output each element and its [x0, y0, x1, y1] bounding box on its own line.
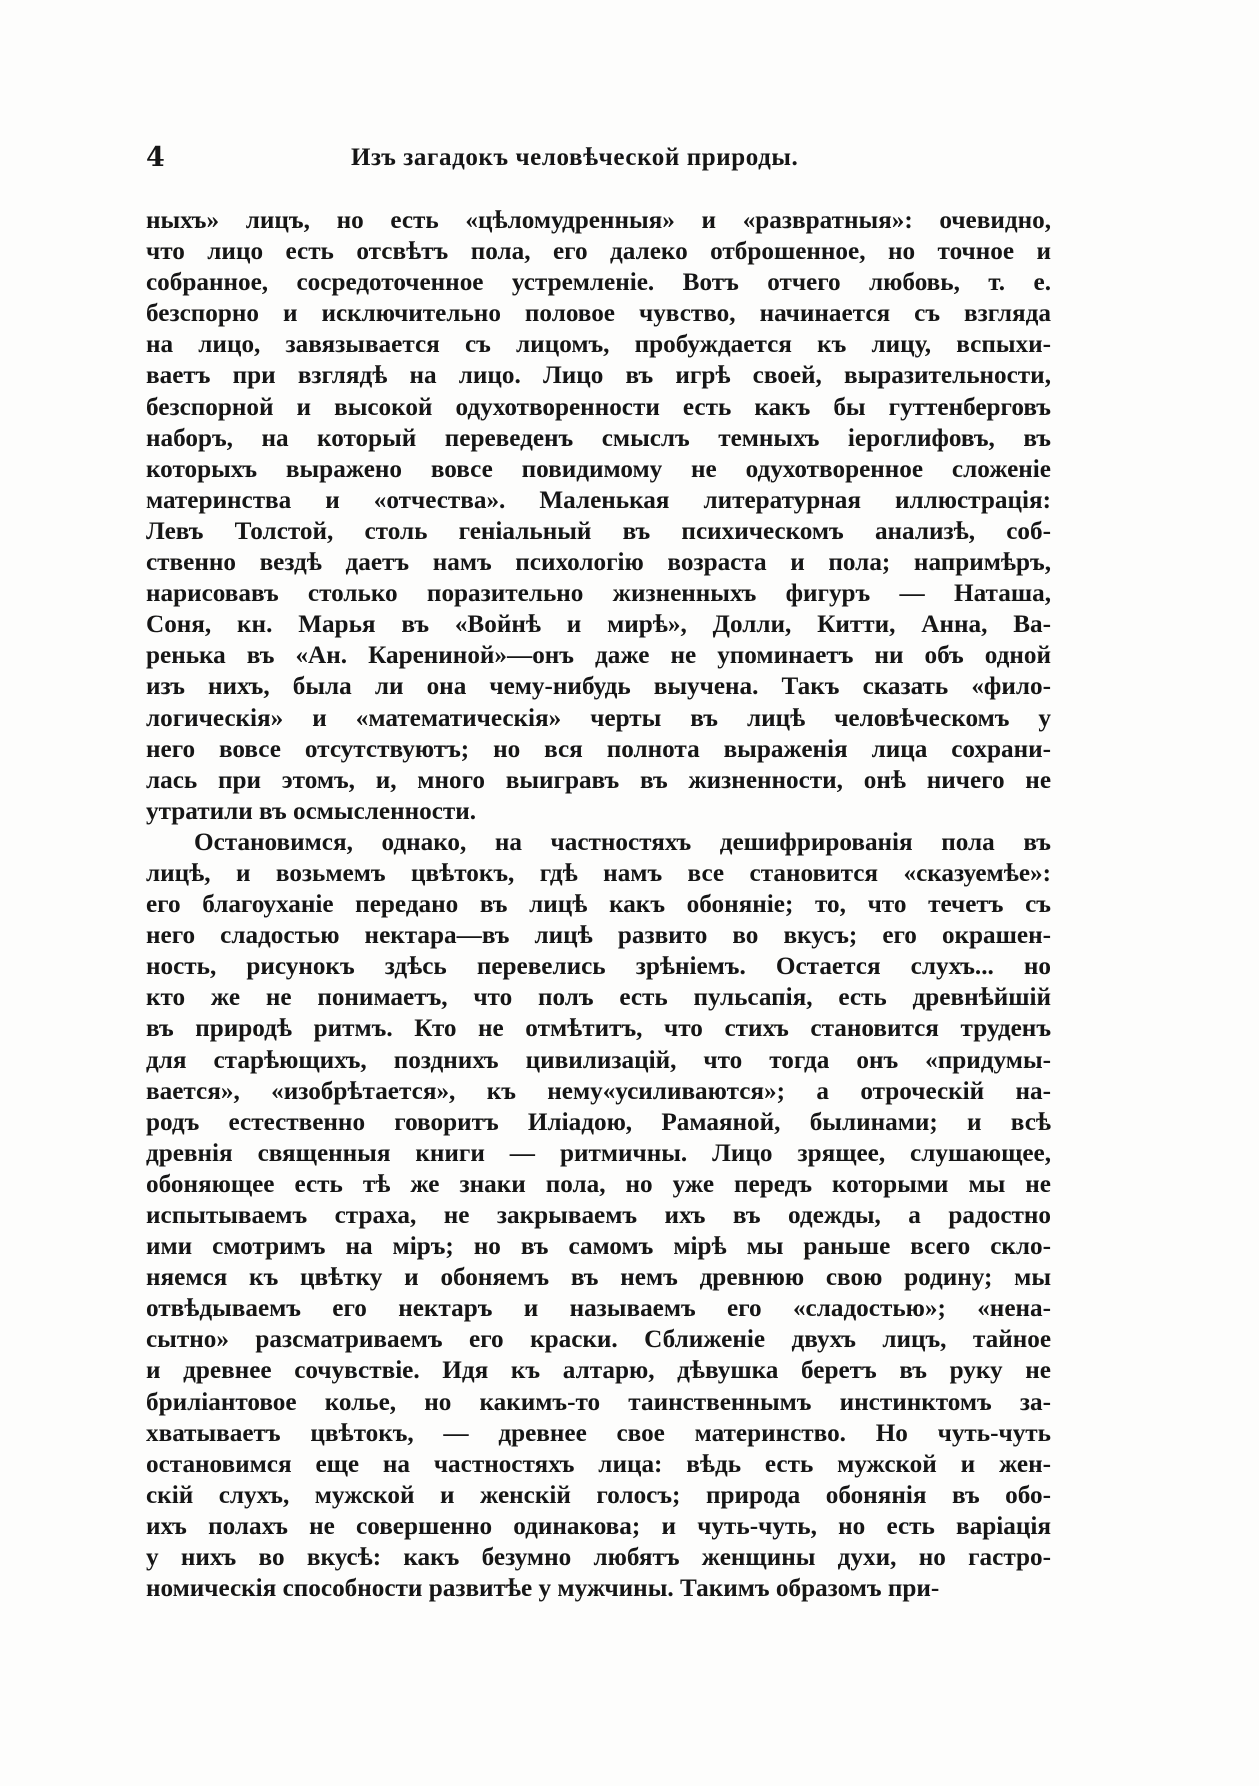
text-line: испытываемъ страха, не закрываемъ ихъ въ одежды, а радостно: [146, 1202, 1051, 1229]
body-text: [146, 205, 1051, 1604]
text-line: ственно вездѣ даетъ намъ психологію возраста и пола; напримѣръ,: [146, 549, 1051, 577]
text-line: на лицо, завязывается съ лицомъ, пробуждается къ лицу, вспыхи-: [146, 331, 1051, 359]
page-header: [146, 138, 1051, 178]
text-line: сытно» разсматриваемъ его краски. Сближеніе двухъ лицъ, тайное: [146, 1326, 1051, 1354]
text-line: древнія священныя книги — ритмичны. Лицо зрящее, слушающее,: [146, 1139, 1051, 1167]
paragraph: [146, 827, 1051, 1604]
text-line: материнства и «отчества». Маленькая литературная иллюстрація:: [146, 486, 1051, 514]
text-line: родъ естественно говоритъ Иліадою, Рамаяной, былинами; и всѣ: [146, 1108, 1051, 1136]
text-line: что лицо есть отсвѣтъ пола, его далеко отброшенное, но точное и: [146, 238, 1051, 266]
text-line: вается», «изобрѣтается», къ нему«усиливаются»; а отроческій на-: [146, 1077, 1051, 1105]
text-line: остановимся еще на частностяхъ лица: вѣдь есть мужской и жен-: [146, 1450, 1051, 1478]
page-number: 4: [146, 142, 165, 173]
paragraph: [146, 205, 1051, 827]
text-line: безспорной и высокой одухотворенности есть какъ бы гуттенберговъ: [146, 393, 1051, 421]
text-line: него сладостью нектара—въ лицѣ развито во вкусъ; его окрашен-: [146, 922, 1051, 950]
text-line: няемся къ цвѣтку и обоняемъ въ немъ древнюю свою родину; мы: [146, 1264, 1051, 1292]
text-line: отвѣдываемъ его нектаръ и называемъ его «сладостью»; «нена-: [146, 1295, 1051, 1323]
text-line: ныхъ» лицъ, но есть «цѣломудренныя» и «развратныя»: очевидно,: [146, 207, 1051, 234]
text-line: логическія» и «математическія» черты въ лицѣ человѣческомъ у: [146, 704, 1051, 732]
text-line: и древнее сочувствіе. Идя къ алтарю, дѣвушка беретъ въ руку не: [146, 1357, 1051, 1385]
text-line: кто же не понимаетъ, что полъ есть пульсапія, есть древнѣйшій: [146, 984, 1051, 1012]
text-line: хватываетъ цвѣтокъ, — древнее свое материнство. Но чуть-чуть: [146, 1419, 1051, 1447]
text-line: Соня, кн. Марья въ «Войнѣ и мирѣ», Долли, Китти, Анна, Ва-: [146, 611, 1051, 639]
text-line: въ природѣ ритмъ. Кто не отмѣтитъ, что стихъ становится труденъ: [146, 1015, 1051, 1043]
text-line: лась при этомъ, и, много выигравъ въ жизненности, онѣ ничего не: [146, 766, 1051, 794]
text-line: утратили въ осмысленности.: [146, 797, 477, 825]
text-line: ими смотримъ на міръ; но въ самомъ мірѣ мы раньше всего скло-: [146, 1233, 1051, 1261]
text-line: ихъ полахъ не совершенно одинакова; и чуть-чуть, но есть варіація: [146, 1512, 1051, 1540]
text-line: ность, рисунокъ здѣсь перевелись зрѣніемъ. Остается слухъ... но: [146, 953, 1051, 981]
text-line: изъ нихъ, была ли она чему-нибудь выучена. Такъ сказать «фило-: [146, 673, 1051, 701]
text-line: для старѣющихъ, позднихъ цивилизацій, что тогда онъ «придумы-: [146, 1046, 1051, 1074]
text-line: собранное, сосредоточенное устремленіе. Вотъ отчего любовь, т. е.: [146, 269, 1051, 297]
running-head: Изъ загадокъ человѣческой природы.: [351, 144, 799, 171]
text-line: у нихъ во вкусѣ: какъ безумно любятъ женщины духи, но гастро-: [146, 1544, 1051, 1572]
text-line: бриліантовое колье, но какимъ-то таинственнымъ инстинктомъ за-: [146, 1388, 1051, 1416]
text-line: нарисовавъ столько поразительно жизненныхъ фигуръ — Наташа,: [146, 580, 1051, 608]
text-line: ваетъ при взглядѣ на лицо. Лицо въ игрѣ своей, выразительности,: [146, 362, 1051, 390]
text-line: Остановимся, однако, на частностяхъ дешифрированія пола въ: [194, 828, 1051, 856]
text-line: лицѣ, и возьмемъ цвѣтокъ, гдѣ намъ все становится «сказуемѣе»:: [146, 859, 1051, 887]
text-line: ренька въ «Ан. Карениной»—онъ даже не упоминаетъ ни объ одной: [146, 642, 1051, 670]
text-line: наборъ, на который переведенъ смыслъ темныхъ іероглифовъ, въ: [146, 424, 1051, 452]
text-line: Левъ Толстой, столь геніальный въ психическомъ анализѣ, соб-: [146, 517, 1051, 545]
text-line: номическія способности развитѣе у мужчины. Такимъ образомъ при-: [146, 1575, 940, 1603]
text-line: безспорно и исключительно половое чувство, начинается съ взгляда: [146, 300, 1051, 328]
text-line: скій слухъ, мужской и женскій голосъ; природа обонянія въ обо-: [146, 1481, 1051, 1509]
text-line: которыхъ выражено вовсе повидимому не одухотворенное сложеніе: [146, 455, 1051, 483]
text-line: обоняющее есть тѣ же знаки пола, но уже передъ которыми мы не: [146, 1170, 1051, 1198]
text-line: него вовсе отсутствуютъ; но вся полнота выраженія лица сохрани-: [146, 735, 1051, 763]
text-line: его благоуханіе передано въ лицѣ какъ обоняніе; то, что течетъ съ: [146, 891, 1051, 919]
